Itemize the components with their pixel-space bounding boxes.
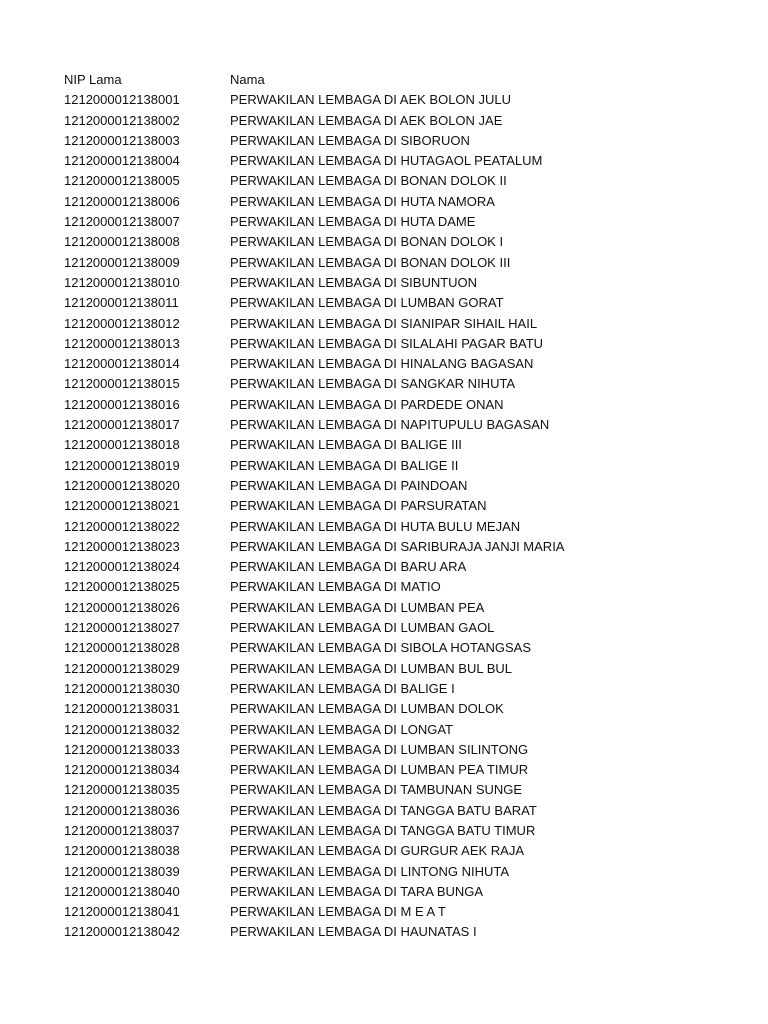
table-row — [64, 780, 744, 800]
nip-lama-cell: 1212000012138017 — [64, 417, 180, 433]
nip-lama-cell: 1212000012138011 — [64, 295, 179, 311]
table-row — [64, 699, 744, 719]
nama-cell: PERWAKILAN LEMBAGA DI NAPITUPULU BAGASAN — [230, 417, 550, 433]
table-row — [64, 354, 744, 374]
table-row — [64, 922, 744, 942]
table-row — [64, 273, 744, 293]
nama-cell: PERWAKILAN LEMBAGA DI LUMBAN DOLOK — [230, 701, 504, 717]
nama-cell: PERWAKILAN LEMBAGA DI TANGGA BATU BARAT — [230, 802, 537, 818]
nama-cell: PERWAKILAN LEMBAGA DI HINALANG BAGASAN — [230, 356, 534, 372]
table-row — [64, 314, 744, 334]
column-header-nama: Nama — [230, 72, 265, 87]
nama-cell: PERWAKILAN LEMBAGA DI LUMBAN PEA TIMUR — [230, 762, 529, 778]
table-row — [64, 171, 744, 191]
nama-cell: PERWAKILAN LEMBAGA DI BONAN DOLOK III — [230, 254, 511, 270]
nip-lama-cell: 1212000012138026 — [64, 599, 180, 615]
table-row — [64, 395, 744, 415]
table-row — [64, 111, 744, 131]
nama-cell: PERWAKILAN LEMBAGA DI HUTAGAOL PEATALUM — [230, 153, 543, 169]
nip-lama-cell: 1212000012138016 — [64, 396, 180, 412]
nama-cell: PERWAKILAN LEMBAGA DI M E A T — [230, 904, 446, 920]
table-row — [64, 192, 744, 212]
nama-cell: PERWAKILAN LEMBAGA DI TAMBUNAN SUNGE — [230, 782, 523, 798]
nip-lama-cell: 1212000012138037 — [64, 822, 180, 838]
nip-lama-cell: 1212000012138007 — [64, 214, 180, 230]
table-row — [64, 151, 744, 171]
nip-lama-cell: 1212000012138009 — [64, 254, 180, 270]
nama-cell: PERWAKILAN LEMBAGA DI LUMBAN SILINTONG — [230, 741, 529, 757]
nip-lama-cell: 1212000012138014 — [64, 356, 180, 372]
table-row — [64, 882, 744, 902]
nip-lama-cell: 1212000012138033 — [64, 741, 180, 757]
nama-cell: PERWAKILAN LEMBAGA DI HUTA NAMORA — [230, 193, 495, 209]
column-header-nip-lama: NIP Lama — [64, 72, 122, 87]
table-row — [64, 577, 744, 597]
nama-cell: PERWAKILAN LEMBAGA DI SANGKAR NIHUTA — [230, 376, 516, 392]
nama-cell: PERWAKILAN LEMBAGA DI GURGUR AEK RAJA — [230, 843, 525, 859]
table-row — [64, 253, 744, 273]
table-row — [64, 740, 744, 760]
table-row — [64, 821, 744, 841]
nama-cell: PERWAKILAN LEMBAGA DI HUTA DAME — [230, 214, 476, 230]
nip-lama-cell: 1212000012138042 — [64, 924, 180, 940]
nama-cell: PERWAKILAN LEMBAGA DI LONGAT — [230, 721, 453, 737]
table-row — [64, 902, 744, 922]
table-row — [64, 862, 744, 882]
table-row — [64, 476, 744, 496]
table-row — [64, 131, 744, 151]
nip-lama-cell: 1212000012138041 — [64, 904, 180, 920]
table-row — [64, 537, 744, 557]
nip-lama-cell: 1212000012138013 — [64, 335, 180, 351]
nip-lama-cell: 1212000012138023 — [64, 538, 180, 554]
table-row — [64, 374, 744, 394]
nip-lama-cell: 1212000012138036 — [64, 802, 180, 818]
nip-lama-cell: 1212000012138005 — [64, 173, 180, 189]
nama-cell: PERWAKILAN LEMBAGA DI LUMBAN GAOL — [230, 620, 495, 636]
table-row — [64, 618, 744, 638]
nip-lama-cell: 1212000012138004 — [64, 153, 180, 169]
nama-cell: PERWAKILAN LEMBAGA DI BALIGE III — [230, 437, 462, 453]
nama-cell: PERWAKILAN LEMBAGA DI SILALAHI PAGAR BATU — [230, 335, 544, 351]
nama-cell: PERWAKILAN LEMBAGA DI BONAN DOLOK II — [230, 173, 507, 189]
nama-cell: PERWAKILAN LEMBAGA DI SIBOLA HOTANGSAS — [230, 640, 532, 656]
table-row — [64, 659, 744, 679]
nama-cell: PERWAKILAN LEMBAGA DI LUMBAN PEA — [230, 599, 485, 615]
nip-lama-cell: 1212000012138030 — [64, 680, 180, 696]
nip-lama-cell: 1212000012138015 — [64, 376, 180, 392]
table-row — [64, 720, 744, 740]
nip-lama-cell: 1212000012138040 — [64, 883, 180, 899]
nip-lama-cell: 1212000012138027 — [64, 620, 180, 636]
nip-lama-cell: 1212000012138031 — [64, 701, 180, 717]
nama-cell: PERWAKILAN LEMBAGA DI BALIGE II — [230, 457, 459, 473]
nip-lama-cell: 1212000012138002 — [64, 112, 180, 128]
table-row — [64, 760, 744, 780]
table-row — [64, 496, 744, 516]
data-table — [64, 70, 744, 943]
nip-lama-cell: 1212000012138008 — [64, 234, 180, 250]
nama-cell: PERWAKILAN LEMBAGA DI PAINDOAN — [230, 477, 468, 493]
table-row — [64, 456, 744, 476]
table-header-row — [64, 70, 744, 90]
nip-lama-cell: 1212000012138018 — [64, 437, 180, 453]
nama-cell: PERWAKILAN LEMBAGA DI HUTA BULU MEJAN — [230, 518, 521, 534]
nip-lama-cell: 1212000012138022 — [64, 518, 180, 534]
nip-lama-cell: 1212000012138024 — [64, 559, 180, 575]
table-row — [64, 435, 744, 455]
nip-lama-cell: 1212000012138012 — [64, 315, 180, 331]
nip-lama-cell: 1212000012138032 — [64, 721, 180, 737]
nama-cell: PERWAKILAN LEMBAGA DI AEK BOLON JAE — [230, 112, 503, 128]
nip-lama-cell: 1212000012138034 — [64, 762, 180, 778]
nama-cell: PERWAKILAN LEMBAGA DI BARU ARA — [230, 559, 467, 575]
nip-lama-cell: 1212000012138010 — [64, 274, 180, 290]
nip-lama-cell: 1212000012138029 — [64, 660, 180, 676]
table-row — [64, 517, 744, 537]
nip-lama-cell: 1212000012138038 — [64, 843, 180, 859]
nama-cell: PERWAKILAN LEMBAGA DI SIBORUON — [230, 132, 470, 148]
nama-cell: PERWAKILAN LEMBAGA DI PARDEDE ONAN — [230, 396, 504, 412]
table-row — [64, 557, 744, 577]
table-row — [64, 415, 744, 435]
nama-cell: PERWAKILAN LEMBAGA DI SIBUNTUON — [230, 274, 478, 290]
nama-cell: PERWAKILAN LEMBAGA DI TANGGA BATU TIMUR — [230, 822, 536, 838]
table-row — [64, 638, 744, 658]
table-row — [64, 334, 744, 354]
nama-cell: PERWAKILAN LEMBAGA DI SARIBURAJA JANJI MARIA — [230, 538, 565, 554]
nip-lama-cell: 1212000012138025 — [64, 579, 180, 595]
nip-lama-cell: 1212000012138035 — [64, 782, 180, 798]
table-row — [64, 841, 744, 861]
nama-cell: PERWAKILAN LEMBAGA DI AEK BOLON JULU — [230, 92, 512, 108]
nama-cell: PERWAKILAN LEMBAGA DI LUMBAN BUL BUL — [230, 660, 512, 676]
table-row — [64, 90, 744, 110]
nip-lama-cell: 1212000012138003 — [64, 132, 180, 148]
nip-lama-cell: 1212000012138020 — [64, 477, 180, 493]
nama-cell: PERWAKILAN LEMBAGA DI BONAN DOLOK I — [230, 234, 504, 250]
table-row — [64, 293, 744, 313]
nip-lama-cell: 1212000012138021 — [64, 498, 180, 514]
nip-lama-cell: 1212000012138039 — [64, 863, 180, 879]
nama-cell: PERWAKILAN LEMBAGA DI HAUNATAS I — [230, 924, 477, 940]
table-row — [64, 212, 744, 232]
nip-lama-cell: 1212000012138001 — [64, 92, 180, 108]
nip-lama-cell: 1212000012138006 — [64, 193, 180, 209]
table-body — [64, 90, 744, 942]
nama-cell: PERWAKILAN LEMBAGA DI TARA BUNGA — [230, 883, 484, 899]
table-row — [64, 598, 744, 618]
table-row — [64, 232, 744, 252]
table-row — [64, 679, 744, 699]
table-row — [64, 801, 744, 821]
nama-cell: PERWAKILAN LEMBAGA DI SIANIPAR SIHAIL HAIL — [230, 315, 538, 331]
nama-cell: PERWAKILAN LEMBAGA DI LINTONG NIHUTA — [230, 863, 510, 879]
nama-cell: PERWAKILAN LEMBAGA DI LUMBAN GORAT — [230, 295, 504, 311]
nama-cell: PERWAKILAN LEMBAGA DI PARSURATAN — [230, 498, 487, 514]
nip-lama-cell: 1212000012138028 — [64, 640, 180, 656]
nama-cell: PERWAKILAN LEMBAGA DI BALIGE I — [230, 680, 455, 696]
nip-lama-cell: 1212000012138019 — [64, 457, 180, 473]
nama-cell: PERWAKILAN LEMBAGA DI MATIO — [230, 579, 441, 595]
